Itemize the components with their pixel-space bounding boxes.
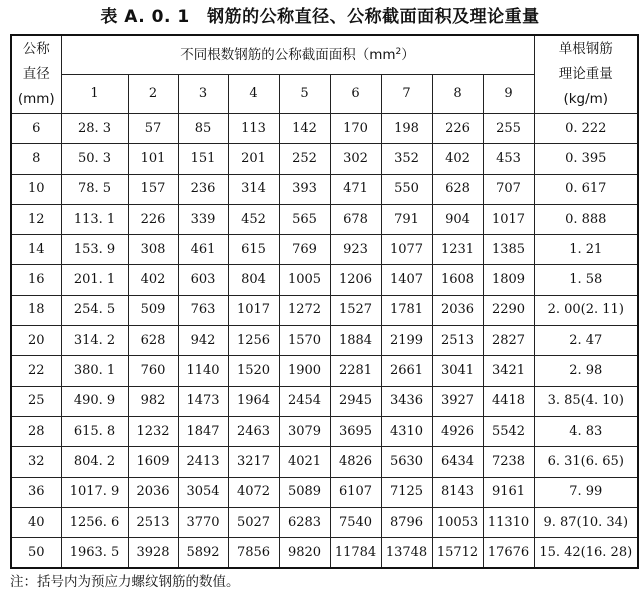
table-row bbox=[11, 386, 638, 416]
area-cell: 2036 bbox=[128, 477, 178, 507]
area-cell: 2513 bbox=[128, 507, 178, 537]
rebar-table bbox=[10, 34, 639, 569]
area-cell: 1809 bbox=[483, 265, 534, 295]
diameter-cell: 12 bbox=[11, 204, 61, 234]
area-cell: 2036 bbox=[432, 295, 483, 325]
area-cell: 1570 bbox=[279, 326, 330, 356]
area-cell: 707 bbox=[483, 174, 534, 204]
table-row bbox=[11, 416, 638, 446]
area-cell: 1527 bbox=[330, 295, 381, 325]
area-cell: 4418 bbox=[483, 386, 534, 416]
area-cell: 7238 bbox=[483, 447, 534, 477]
area-cell: 942 bbox=[178, 326, 228, 356]
area-cell: 1900 bbox=[279, 356, 330, 386]
area-cell: 255 bbox=[483, 114, 534, 144]
weight-cell: 0. 888 bbox=[534, 204, 638, 234]
area-cell: 3927 bbox=[432, 386, 483, 416]
area-cell: 1256 bbox=[228, 326, 279, 356]
diameter-cell: 32 bbox=[11, 447, 61, 477]
area-cell: 5027 bbox=[228, 507, 279, 537]
area-cell: 151 bbox=[178, 144, 228, 174]
area-cell: 2463 bbox=[228, 416, 279, 446]
area-cell: 252 bbox=[279, 144, 330, 174]
area-cell: 7856 bbox=[228, 538, 279, 569]
table-row bbox=[11, 447, 638, 477]
area-cell: 3770 bbox=[178, 507, 228, 537]
area-cell: 6283 bbox=[279, 507, 330, 537]
diameter-cell: 40 bbox=[11, 507, 61, 537]
area-cell: 1608 bbox=[432, 265, 483, 295]
area-cell: 804. 2 bbox=[61, 447, 128, 477]
table-row bbox=[11, 174, 638, 204]
diameter-cell: 18 bbox=[11, 295, 61, 325]
area-cell: 1140 bbox=[178, 356, 228, 386]
weight-header: 单根钢筋 理论重量 (kg/m) bbox=[534, 35, 638, 114]
area-cell: 308 bbox=[128, 235, 178, 265]
area-cell: 5089 bbox=[279, 477, 330, 507]
area-cell: 1473 bbox=[178, 386, 228, 416]
area-cell: 113 bbox=[228, 114, 279, 144]
area-cell: 198 bbox=[381, 114, 432, 144]
count-header: 7 bbox=[381, 75, 432, 114]
table-row bbox=[11, 477, 638, 507]
area-cell: 3079 bbox=[279, 416, 330, 446]
weight-cell: 0. 617 bbox=[534, 174, 638, 204]
table-row bbox=[11, 538, 638, 569]
area-cell: 804 bbox=[228, 265, 279, 295]
area-cell: 791 bbox=[381, 204, 432, 234]
diameter-cell: 36 bbox=[11, 477, 61, 507]
area-cell: 1781 bbox=[381, 295, 432, 325]
area-cell: 8143 bbox=[432, 477, 483, 507]
weight-cell: 4. 83 bbox=[534, 416, 638, 446]
weight-cell: 2. 00(2. 11) bbox=[534, 295, 638, 325]
area-cell: 78. 5 bbox=[61, 174, 128, 204]
area-cell: 904 bbox=[432, 204, 483, 234]
weight-cell: 6. 31(6. 65) bbox=[534, 447, 638, 477]
area-cell: 603 bbox=[178, 265, 228, 295]
area-cell: 1077 bbox=[381, 235, 432, 265]
weight-cell: 2. 47 bbox=[534, 326, 638, 356]
area-cell: 226 bbox=[432, 114, 483, 144]
area-cell: 2199 bbox=[381, 326, 432, 356]
weight-cell: 9. 87(10. 34) bbox=[534, 507, 638, 537]
area-cell: 628 bbox=[432, 174, 483, 204]
weight-cell: 1. 21 bbox=[534, 235, 638, 265]
count-header: 4 bbox=[228, 75, 279, 114]
area-cell: 11310 bbox=[483, 507, 534, 537]
area-cell: 226 bbox=[128, 204, 178, 234]
area-cell: 4072 bbox=[228, 477, 279, 507]
area-cell: 5892 bbox=[178, 538, 228, 569]
area-cell: 380. 1 bbox=[61, 356, 128, 386]
weight-cell: 7. 99 bbox=[534, 477, 638, 507]
area-cell: 314 bbox=[228, 174, 279, 204]
area-cell: 615 bbox=[228, 235, 279, 265]
area-cell: 57 bbox=[128, 114, 178, 144]
table-row bbox=[11, 356, 638, 386]
area-cell: 982 bbox=[128, 386, 178, 416]
area-cell: 509 bbox=[128, 295, 178, 325]
area-cell: 3054 bbox=[178, 477, 228, 507]
weight-cell: 1. 58 bbox=[534, 265, 638, 295]
area-cell: 201 bbox=[228, 144, 279, 174]
diameter-cell: 50 bbox=[11, 538, 61, 569]
table-title: 表 A. 0. 1 钢筋的公称直径、公称截面面积及理论重量 bbox=[100, 7, 540, 27]
count-header: 2 bbox=[128, 75, 178, 114]
table-row bbox=[11, 507, 638, 537]
weight-cell: 0. 395 bbox=[534, 144, 638, 174]
area-cell: 453 bbox=[483, 144, 534, 174]
weight-cell: 0. 222 bbox=[534, 114, 638, 144]
diameter-cell: 10 bbox=[11, 174, 61, 204]
table-row bbox=[11, 144, 638, 174]
area-cell: 3421 bbox=[483, 356, 534, 386]
area-cell: 1847 bbox=[178, 416, 228, 446]
area-cell: 1005 bbox=[279, 265, 330, 295]
area-cell: 3041 bbox=[432, 356, 483, 386]
area-cell: 2454 bbox=[279, 386, 330, 416]
diameter-header: 公称 直径 (mm) bbox=[11, 35, 61, 114]
area-cell: 9161 bbox=[483, 477, 534, 507]
area-cell: 9820 bbox=[279, 538, 330, 569]
area-cell: 402 bbox=[128, 265, 178, 295]
area-cell: 1232 bbox=[128, 416, 178, 446]
area-cell: 157 bbox=[128, 174, 178, 204]
area-cell: 7125 bbox=[381, 477, 432, 507]
weight-cell: 2. 98 bbox=[534, 356, 638, 386]
area-cell: 923 bbox=[330, 235, 381, 265]
area-cell: 1407 bbox=[381, 265, 432, 295]
area-cell: 678 bbox=[330, 204, 381, 234]
area-cell: 236 bbox=[178, 174, 228, 204]
area-cell: 28. 3 bbox=[61, 114, 128, 144]
area-cell: 314. 2 bbox=[61, 326, 128, 356]
area-cell: 1231 bbox=[432, 235, 483, 265]
table-row bbox=[11, 265, 638, 295]
area-cell: 3217 bbox=[228, 447, 279, 477]
count-header: 1 bbox=[61, 75, 128, 114]
area-cell: 2413 bbox=[178, 447, 228, 477]
area-cell: 6434 bbox=[432, 447, 483, 477]
table-row bbox=[11, 114, 638, 144]
area-cell: 565 bbox=[279, 204, 330, 234]
area-cell: 2513 bbox=[432, 326, 483, 356]
area-cell: 1884 bbox=[330, 326, 381, 356]
area-cell: 1963. 5 bbox=[61, 538, 128, 569]
area-cell: 352 bbox=[381, 144, 432, 174]
area-cell: 339 bbox=[178, 204, 228, 234]
area-cell: 17676 bbox=[483, 538, 534, 569]
area-cell: 85 bbox=[178, 114, 228, 144]
diameter-cell: 28 bbox=[11, 416, 61, 446]
area-cell: 1017 bbox=[228, 295, 279, 325]
area-cell: 254. 5 bbox=[61, 295, 128, 325]
diameter-cell: 14 bbox=[11, 235, 61, 265]
area-cell: 50. 3 bbox=[61, 144, 128, 174]
area-cell: 1964 bbox=[228, 386, 279, 416]
diameter-cell: 22 bbox=[11, 356, 61, 386]
area-cell: 490. 9 bbox=[61, 386, 128, 416]
area-cell: 1206 bbox=[330, 265, 381, 295]
diameter-cell: 6 bbox=[11, 114, 61, 144]
area-cell: 1256. 6 bbox=[61, 507, 128, 537]
area-cell: 2661 bbox=[381, 356, 432, 386]
area-cell: 6107 bbox=[330, 477, 381, 507]
area-cell: 763 bbox=[178, 295, 228, 325]
diameter-cell: 25 bbox=[11, 386, 61, 416]
count-header: 5 bbox=[279, 75, 330, 114]
table-row bbox=[11, 204, 638, 234]
area-cell: 5542 bbox=[483, 416, 534, 446]
area-cell: 101 bbox=[128, 144, 178, 174]
area-cell: 10053 bbox=[432, 507, 483, 537]
area-cell: 461 bbox=[178, 235, 228, 265]
area-cell: 4021 bbox=[279, 447, 330, 477]
area-cell: 2281 bbox=[330, 356, 381, 386]
area-cell: 153. 9 bbox=[61, 235, 128, 265]
area-cell: 201. 1 bbox=[61, 265, 128, 295]
diameter-cell: 20 bbox=[11, 326, 61, 356]
area-cell: 1017 bbox=[483, 204, 534, 234]
area-cell: 3436 bbox=[381, 386, 432, 416]
area-cell: 3928 bbox=[128, 538, 178, 569]
count-header: 9 bbox=[483, 75, 534, 114]
area-cell: 3695 bbox=[330, 416, 381, 446]
area-cell: 402 bbox=[432, 144, 483, 174]
area-cell: 4826 bbox=[330, 447, 381, 477]
area-cell: 1017. 9 bbox=[61, 477, 128, 507]
area-cell: 7540 bbox=[330, 507, 381, 537]
area-cell: 113. 1 bbox=[61, 204, 128, 234]
area-cell: 1272 bbox=[279, 295, 330, 325]
area-cell: 1609 bbox=[128, 447, 178, 477]
count-header: 3 bbox=[178, 75, 228, 114]
area-cell: 2290 bbox=[483, 295, 534, 325]
area-cell: 1520 bbox=[228, 356, 279, 386]
area-cell: 615. 8 bbox=[61, 416, 128, 446]
weight-cell: 3. 85(4. 10) bbox=[534, 386, 638, 416]
area-cell: 471 bbox=[330, 174, 381, 204]
area-cell: 760 bbox=[128, 356, 178, 386]
count-header: 6 bbox=[330, 75, 381, 114]
area-cell: 628 bbox=[128, 326, 178, 356]
area-cell: 769 bbox=[279, 235, 330, 265]
table-row bbox=[11, 235, 638, 265]
weight-cell: 15. 42(16. 28) bbox=[534, 538, 638, 569]
count-header: 8 bbox=[432, 75, 483, 114]
table-row bbox=[11, 295, 638, 325]
area-cell: 5630 bbox=[381, 447, 432, 477]
area-cell: 8796 bbox=[381, 507, 432, 537]
area-cell: 170 bbox=[330, 114, 381, 144]
area-cell: 1385 bbox=[483, 235, 534, 265]
area-cell: 393 bbox=[279, 174, 330, 204]
diameter-cell: 16 bbox=[11, 265, 61, 295]
area-cell: 4926 bbox=[432, 416, 483, 446]
area-cell: 11784 bbox=[330, 538, 381, 569]
area-cell: 13748 bbox=[381, 538, 432, 569]
area-cell: 142 bbox=[279, 114, 330, 144]
area-cell: 2827 bbox=[483, 326, 534, 356]
area-cell: 15712 bbox=[432, 538, 483, 569]
table-row bbox=[11, 326, 638, 356]
area-cell: 550 bbox=[381, 174, 432, 204]
area-group-header: 不同根数钢筋的公称截面面积$(mm^2)$ bbox=[61, 35, 534, 75]
area-cell: 4310 bbox=[381, 416, 432, 446]
area-cell: 2945 bbox=[330, 386, 381, 416]
diameter-cell: 8 bbox=[11, 144, 61, 174]
area-cell: 452 bbox=[228, 204, 279, 234]
footnote: 注：括号内为预应力螺纹钢筋的数值。 bbox=[10, 574, 240, 590]
area-cell: 302 bbox=[330, 144, 381, 174]
